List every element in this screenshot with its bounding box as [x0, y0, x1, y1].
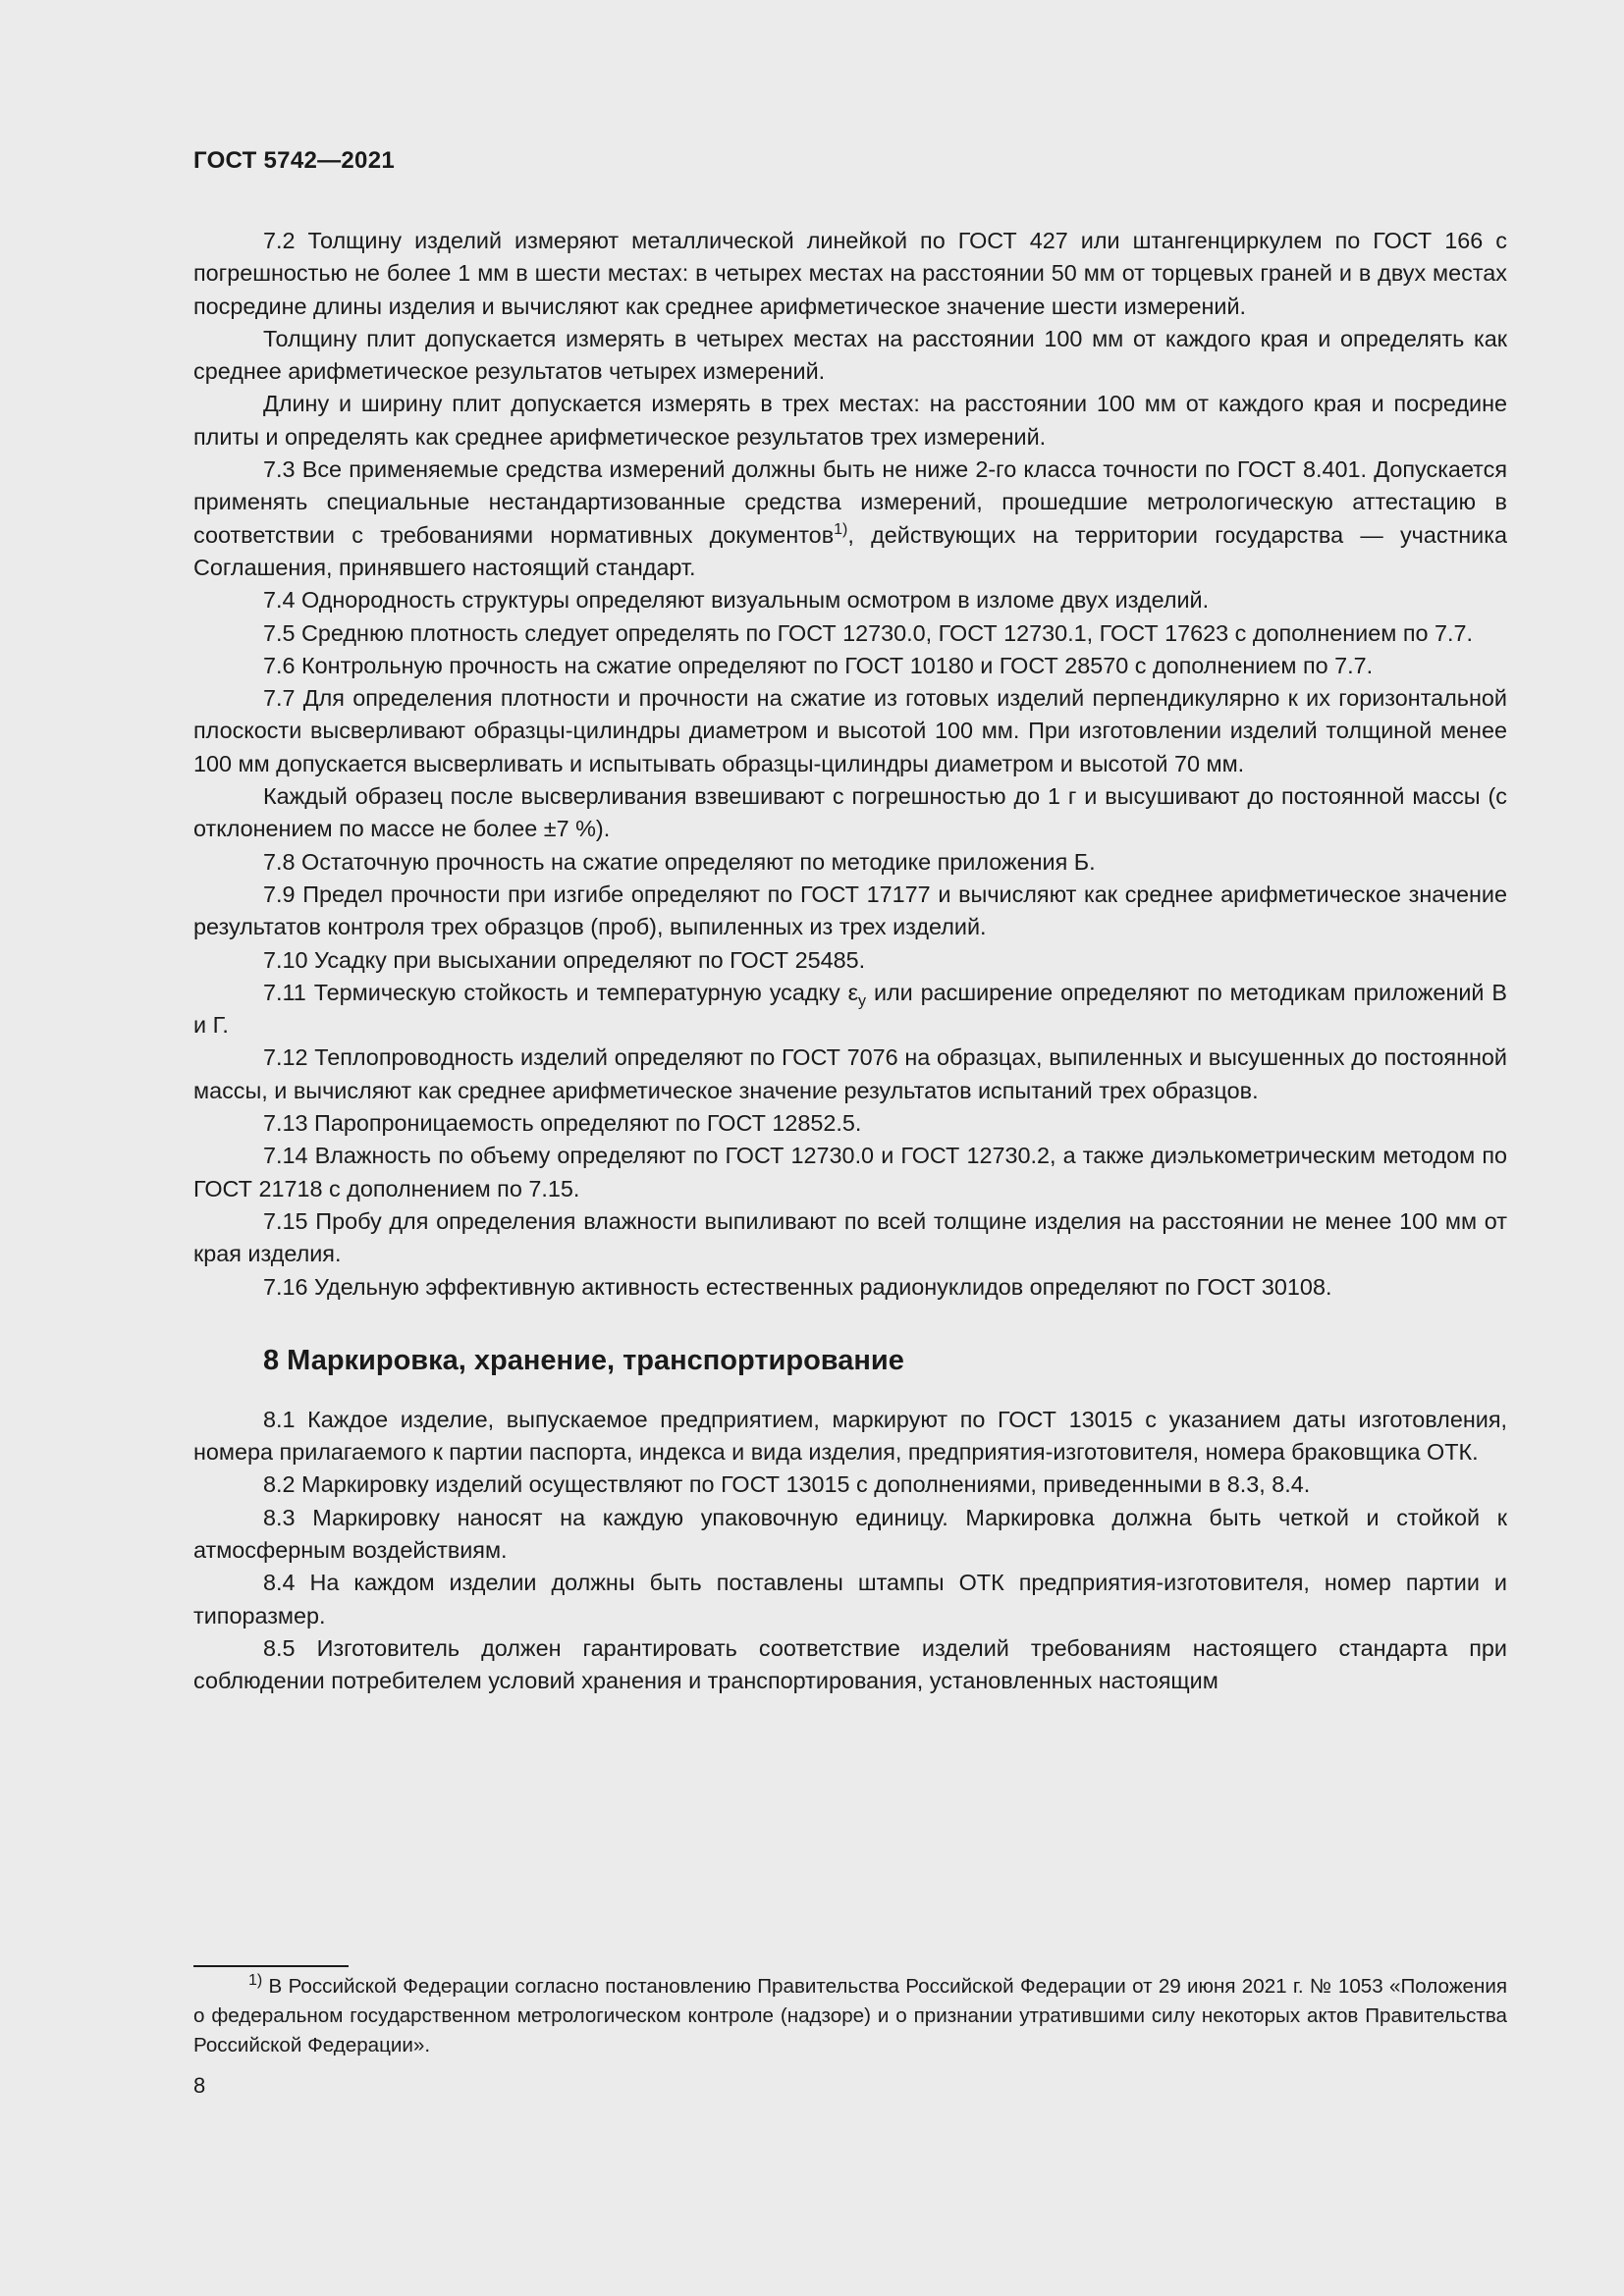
paragraph-7-3 [193, 454, 1507, 584]
paragraph-7-2-plates-length: Длину и ширину плит допускается измерять в трех местах: на расстоянии 100 мм от каждого края и посредине плиты и определять как среднее арифметическое результатов трех измерений. [193, 391, 1507, 450]
paragraph-7-4: 7.4 Однородность структуры определяют визуальным осмотром в изломе двух изделий. [263, 587, 1210, 614]
paragraph-7-14: 7.14 Влажность по объему определяют по ГОСТ 12730.0 и ГОСТ 12730.2, а также диэлькометрическим методом по ГОСТ 21718 с дополнением по 7.15. [193, 1143, 1507, 1201]
paragraph-8-3: 8.3 Маркировку наносят на каждую упаковочную единицу. Маркировка должна быть четкой и стойкой к атмосферным воздействиям. [193, 1504, 1507, 1563]
footnote [193, 1972, 1507, 2060]
footnote-marker: 1) [248, 1972, 263, 1990]
paragraph-7-5: 7.5 Среднюю плотность следует определять по ГОСТ 12730.0, ГОСТ 12730.1, ГОСТ 17623 с дополнением по 7.7. [263, 619, 1474, 646]
paragraph-7-6: 7.6 Контрольную прочность на сжатие определяют по ГОСТ 10180 и ГОСТ 28570 с дополнением по 7.7. [263, 652, 1374, 678]
paragraph-7-11-text-before: 7.11 Термическую стойкость и температурную усадку ε [263, 979, 859, 1005]
paragraph-7-2-plates-thickness: Толщину плит допускается измерять в четырех местах на расстоянии 100 мм от каждого края и определять как среднее арифметическое результатов четырех измерений. [193, 325, 1507, 385]
paragraph-7-3-text-after: , действующих на территории государства — участника Соглашения, принявшего настоящий стандарт. [193, 521, 1507, 580]
epsilon-subscript: y [858, 992, 867, 1010]
paragraph-7-16: 7.16 Удельную эффективную активность естественных радионуклидов определяют по ГОСТ 30108. [263, 1273, 1332, 1300]
paragraph-7-13: 7.13 Паропроницаемость определяют по ГОСТ 12852.5. [263, 1110, 862, 1137]
paragraph-7-11 [193, 977, 1507, 1042]
paragraph-7-3-text-before: 7.3 Все применяемые средства измерений должны быть не ниже 2-го класса точности по ГОСТ 8.401. Допускается применять специальные нестандартизованные средства измерений, прошедшие метрологическую аттестацию в соответствии с требованиями нормативных документов [193, 456, 1507, 548]
paragraph-7-9: 7.9 Предел прочности при изгибе определяют по ГОСТ 17177 и вычисляют как среднее арифметическое значение результатов контроля трех образцов (проб), выпиленных из трех изделий. [193, 881, 1507, 940]
paragraph-7-11-text-after: или расширение определяют по методикам приложений В и Г. [193, 979, 1507, 1039]
paragraph-7-7-weighing: Каждый образец после высверливания взвешивают с погрешностью до 1 г и высушивают до постоянной массы (с отклонением по массе не более ±7 %). [193, 783, 1507, 842]
paragraph-8-1: 8.1 Каждое изделие, выпускаемое предприятием, маркируют по ГОСТ 13015 с указанием даты изготовления, номера прилагаемого к партии паспорта, индекса и вида изделия, предприятия-изготовителя, номера браковщика ОТК. [193, 1406, 1507, 1466]
paragraph-8-2: 8.2 Маркировку изделий осуществляют по ГОСТ 13015 с дополнениями, приведенными в 8.3, 8.4. [263, 1471, 1311, 1498]
paragraph-7-8: 7.8 Остаточную прочность на сжатие определяют по методике приложения Б. [263, 848, 1096, 875]
document-body [193, 225, 1507, 1697]
footnote-reference: 1) [834, 520, 848, 538]
paragraph-7-10: 7.10 Усадку при высыхании определяют по ГОСТ 25485. [263, 946, 866, 973]
footnote-separator [193, 1965, 349, 1967]
paragraph-8-5: 8.5 Изготовитель должен гарантировать соответствие изделий требованиям настоящего стандарта при соблюдении потребителем условий хранения и транспортирования, установленных настоящим [193, 1634, 1507, 1694]
section-8-heading: 8 Маркировка, хранение, транспортирование [263, 1344, 904, 1376]
paragraph-7-15: 7.15 Пробу для определения влажности выпиливают по всей толщине изделия на расстоянии не менее 100 мм от края изделия. [193, 1207, 1507, 1267]
document-header: ГОСТ 5742—2021 [193, 147, 396, 174]
page-number: 8 [193, 2073, 206, 2098]
paragraph-7-2: 7.2 Толщину изделий измеряют металлической линейкой по ГОСТ 427 или штангенциркулем по ГОСТ 166 с погрешностью не более 1 мм в шести местах: в четырех местах на расстоянии 50 мм от торцевых граней и в двух местах посредине длины изделия и вычисляют как среднее арифметическое значение шести измерений. [193, 228, 1507, 319]
paragraph-7-7: 7.7 Для определения плотности и прочности на сжатие из готовых изделий перпендикулярно к их горизонтальной плоскости высверливают образцы-цилиндры диаметром и высотой 100 мм. При изготовлении изделий толщиной менее 100 мм допускается высверливать и испытывать образцы-цилиндры диаметром и высотой 70 мм. [193, 685, 1507, 776]
paragraph-7-12: 7.12 Теплопроводность изделий определяют по ГОСТ 7076 на образцах, выпиленных и высушенных до постоянной массы, и вычисляют как среднее арифметическое значение результатов испытаний трех образцов. [193, 1044, 1507, 1103]
footnote-text: В Российской Федерации согласно постановлению Правительства Российской Федерации от 29 июня 2021 г. № 1053 «Положения о федеральном государственном метрологическом контроле (надзоре) и о признании утратившими силу некоторых актов Правительства Российской Федерации». [193, 1975, 1507, 2056]
paragraph-8-4: 8.4 На каждом изделии должны быть поставлены штампы ОТК предприятия-изготовителя, номер партии и типоразмер. [193, 1570, 1507, 1629]
